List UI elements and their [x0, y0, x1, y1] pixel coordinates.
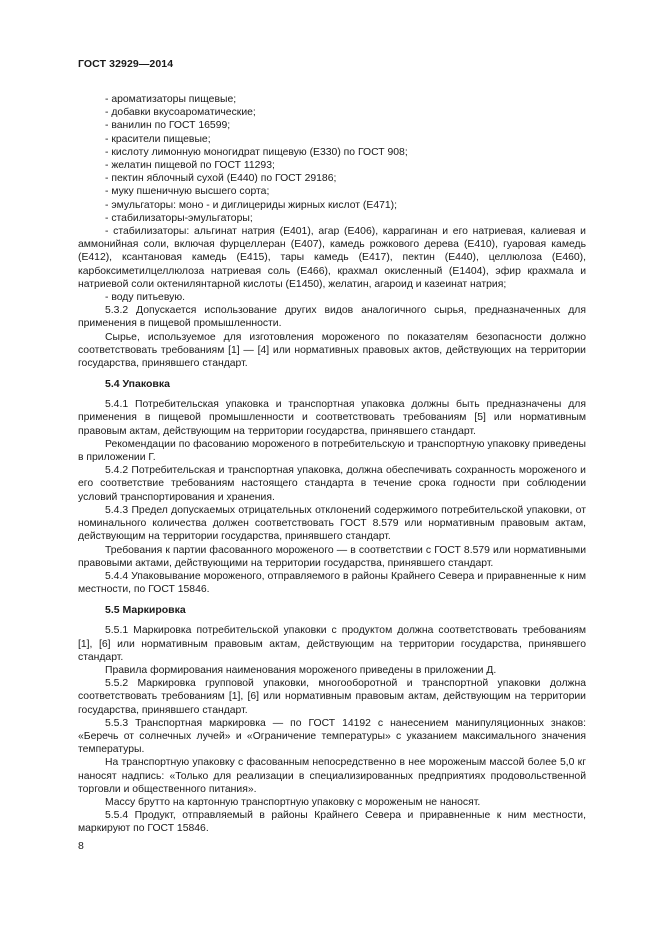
- list-item: - стабилизаторы-эмульгаторы;: [105, 212, 253, 224]
- list-item: - желатин пищевой по ГОСТ 11293;: [105, 160, 275, 172]
- paragraph-5-4-1: 5.4.1 Потребительская упаковка и транспортная упаковка должны быть предназначены для применения в пищевой промышленности и соответствовать требованиям [5] или нормативным правовым актам, действующим на территории государства, принявшего стандарт.: [78, 399, 586, 437]
- paragraph: Сырье, используемое для изготовления мороженого по показателям безопасности должно соответствовать требованиям [1] — [4] или нормативных правовых актов, действующих на территории государства, принявшего стандарт.: [78, 331, 586, 370]
- paragraph-5-5-1: 5.5.1 Маркировка потребительской упаковки с продуктом должна соответствовать требованиям [1], [6] или нормативным правовым актам, действующим на территории государства, принявшего стандарт.: [78, 625, 586, 663]
- paragraph: Требования к партии фасованного мороженого — в соответствии с ГОСТ 8.579 или нормативными правовыми актами, действующими на территории государства, принявшего стандарт.: [78, 544, 586, 569]
- paragraph-5-4-2: 5.4.2 Потребительская и транспортная упаковка, должна обеспечивать сохранность мороженого и его соответствие требованиям настоящего стандарта в течение срока годности при соблюдении условий транспортирования и хранения.: [78, 465, 586, 503]
- list-item: - красители пищевые;: [105, 133, 211, 145]
- paragraph: Массу брутто на картонную транспортную упаковку с мороженым не наносят.: [105, 796, 481, 808]
- paragraph-5-5-3: 5.5.3 Транспортная маркировка — по ГОСТ 14192 с нанесением манипуляционных знаков: «Беречь от солнечных лучей» и «Ограничение температуры» с указанием максимального значения температуры.: [78, 717, 586, 756]
- list-item: - воду питьевую.: [105, 292, 185, 304]
- paragraph: Правила формирования наименования мороженого приведены в приложении Д.: [105, 664, 497, 676]
- list-item: - пектин яблочный сухой (E440) по ГОСТ 29186;: [105, 173, 337, 185]
- paragraph-5-4-4: 5.4.4 Упаковывание мороженого, отправляемого в районы Крайнего Севера и приравненные к ним местности, по ГОСТ 15846.: [78, 570, 586, 596]
- list-item: - муку пшеничную высшего сорта;: [105, 186, 270, 198]
- ingredients-list: [78, 93, 586, 304]
- page-number: 8: [78, 840, 84, 852]
- paragraph: Рекомендации по фасованию мороженого в потребительскую и транспортную упаковку приведены в приложении Г.: [78, 438, 586, 464]
- paragraph-5-5-2: 5.5.2 Маркировка групповой упаковки, многооборотной и транспортной упаковки должна соответствовать требованиям [1], [6] или нормативным правовым актам, действующим на территории государства, принявшего стандарт.: [78, 678, 586, 716]
- list-item: - добавки вкусоароматические;: [105, 107, 256, 119]
- list-item: - стабилизаторы: альгинат натрия (E401), агар (E406), каррагинан и его натриевая, калиевая и аммонийная соли, включая фурцеллеран (E407), камедь рожкового дерева (E410), гуаровая камедь (E412), ксантановая камедь (E415), тары камедь (E417), пектин (E440), целлюлоза (E460), карбоксиметилцеллюлоза натриевая соль (E466), крахмал окисленный (E1404), эфир крахмала и натриевой соли октенилянтарной кислоты (E1450), желатин, агароид и казеинат натрия;: [78, 226, 586, 290]
- paragraph-5-4-3: 5.4.3 Предел допускаемых отрицательных отклонений содержимого потребительской упаковки, от номинального количества должен соответствовать ГОСТ 8.579 или нормативным правовым актам, действующим на территории государства, принявшего стандарт.: [78, 504, 586, 543]
- section-heading-marking: 5.5 Маркировка: [105, 604, 186, 617]
- paragraph-5-3-2: 5.3.2 Допускается использование других видов аналогичного сырья, предназначенных для применения в пищевой промышленности.: [78, 305, 586, 330]
- paragraph-5-5-4: 5.5.4 Продукт, отправляемый в районы Крайнего Севера и приравненные к ним местности, маркируют по ГОСТ 15846.: [78, 810, 586, 835]
- list-item: - ванилин по ГОСТ 16599;: [105, 120, 231, 132]
- section-heading-packaging: 5.4 Упаковка: [105, 378, 170, 391]
- page-content: [78, 93, 586, 836]
- document-header: ГОСТ 32929—2014: [78, 58, 174, 70]
- list-item: - ароматизаторы пищевые;: [105, 94, 237, 105]
- paragraph: На транспортную упаковку с фасованным непосредственно в нее мороженым массой более 5,0 кг наносят надпись: «Только для реализации в специализированных предприятиях продовольственной торговли и общественного питания».: [78, 757, 586, 795]
- list-item: - эмульгаторы: моно - и диглицериды жирных кислот (E471);: [105, 199, 397, 211]
- list-item: - кислоту лимонную моногидрат пищевую (E330) по ГОСТ 908;: [105, 146, 408, 158]
